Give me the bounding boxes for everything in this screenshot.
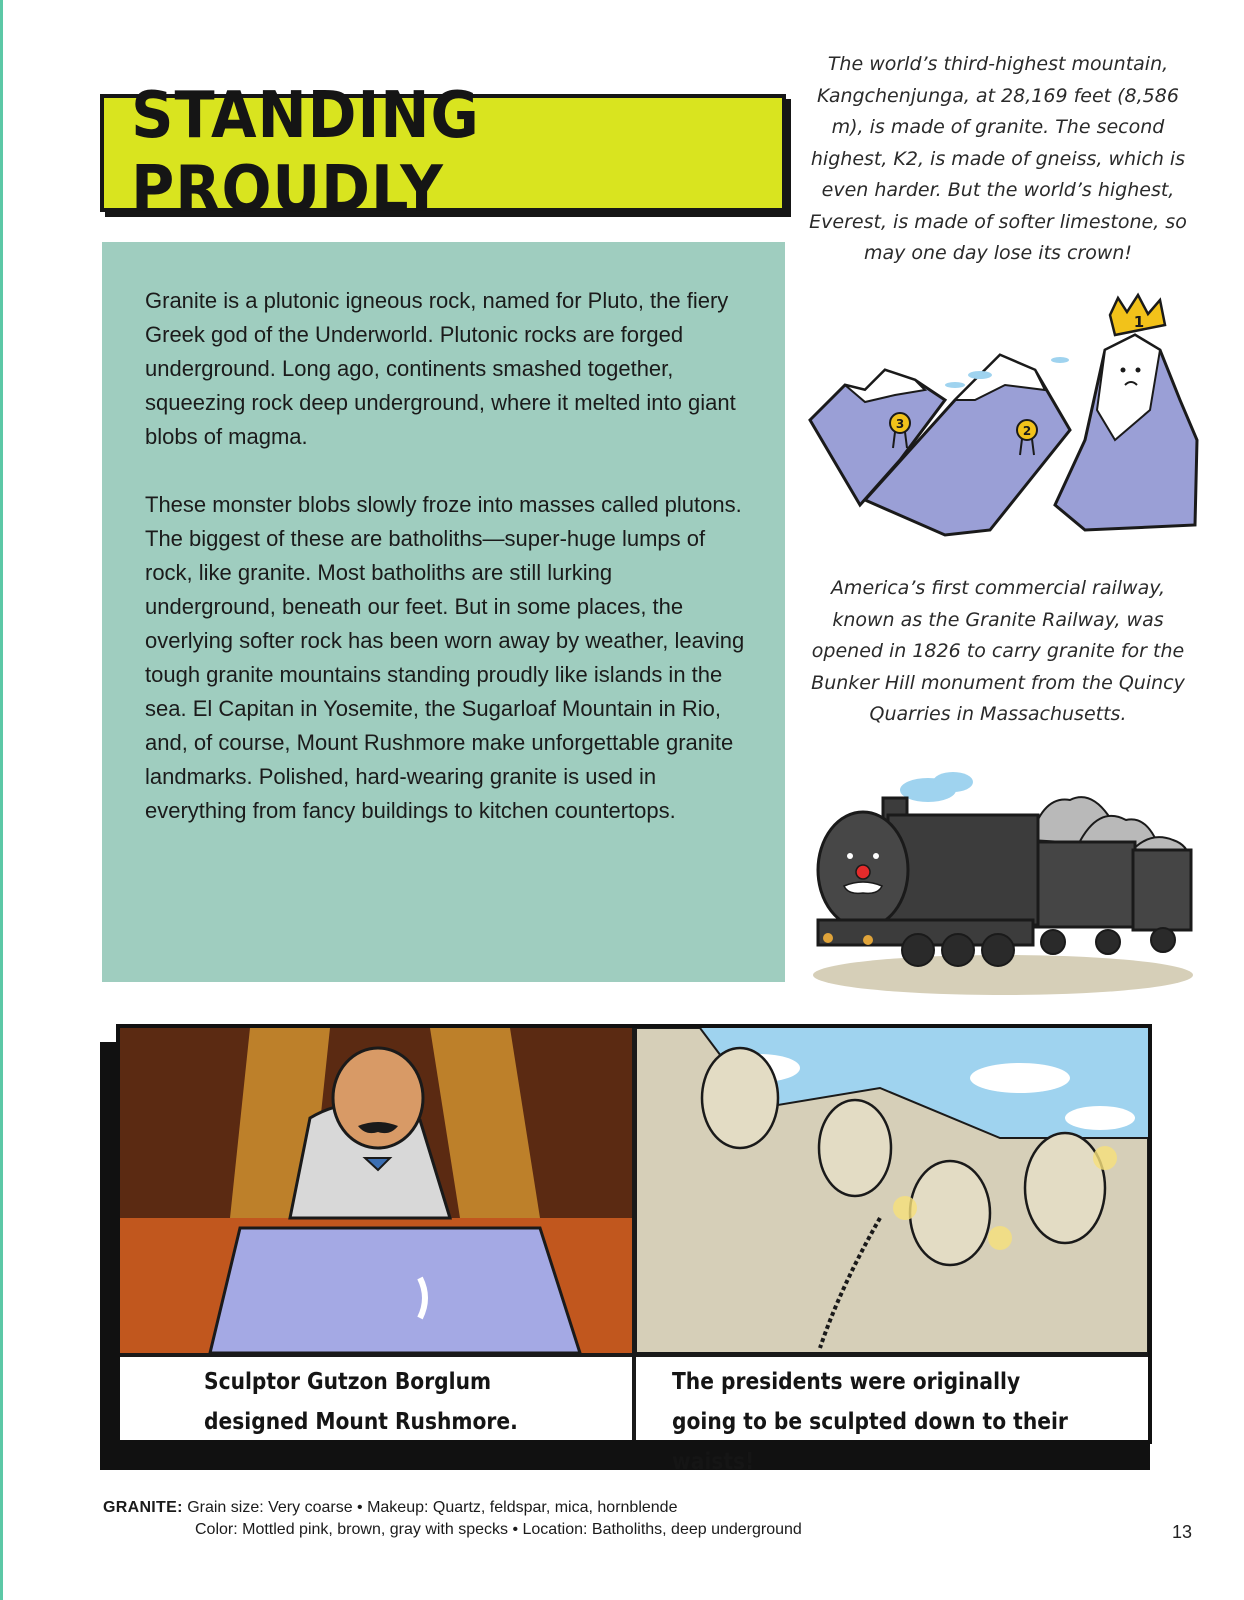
body-paragraph-2: These monster blobs slowly froze into masses called plutons. The biggest of these are batholiths—super-huge lumps of rock, like granite. Most batholiths are still lurking underground, beneath our feet. But in some places, the overlying softer rock has been worn away by weather, leaving tough granite mountains standing proudly like islands in the sea. El Capitan in Yosemite, the Sugarloaf Mountain in Rio, and, of course, Mount Rushmore make unforgettable granite landmarks. Polished, hard-wearing granite is used in everything from fancy buildings to kitchen countertops. bbox=[145, 492, 745, 823]
freight-cars bbox=[1023, 842, 1191, 930]
facts-label: GRANITE: bbox=[103, 1499, 183, 1516]
medal-3-number: 3 bbox=[895, 417, 905, 431]
steam-cloud bbox=[900, 772, 973, 802]
jefferson-face bbox=[819, 1100, 891, 1196]
roosevelt-face bbox=[910, 1161, 990, 1265]
facts-line-1: Grain size: Very coarse • Makeup: Quartz, feldspar, mica, hornblende bbox=[187, 1499, 678, 1516]
page-number: 13 bbox=[1172, 1522, 1193, 1542]
washington-face bbox=[702, 1048, 778, 1148]
crown-number: 1 bbox=[1133, 313, 1145, 331]
mountain-1st bbox=[1055, 335, 1197, 530]
crown-icon bbox=[1110, 295, 1165, 335]
page-title: STANDING PROUDLY bbox=[131, 79, 480, 227]
facts-line-2: Color: Mottled pink, brown, gray with specks • Location: Batholiths, deep underground bbox=[195, 1521, 802, 1538]
presidents-caption: The presidents were originally going to be sculpted down to their waists! bbox=[672, 1369, 1068, 1475]
title-banner bbox=[100, 79, 786, 227]
granite-facts bbox=[103, 1497, 802, 1541]
sculptor-caption: Sculptor Gutzon Borglum designed Mount Rushmore. bbox=[204, 1369, 518, 1435]
page-edge-stripe bbox=[0, 0, 3, 1600]
sculptor-panel bbox=[120, 1028, 634, 1353]
mountain-note: The world’s third-highest mountain, Kangchenjunga, at 28,169 feet (8,586 m), is made of granite. The second highest, K2, is made of gneiss, which is even harder. But the world’s highest, Everest, is made of softer limestone, so may one day lose its crown! bbox=[809, 53, 1187, 264]
train-illustration bbox=[808, 760, 1193, 1000]
blueprint bbox=[210, 1228, 580, 1353]
body-paragraph-1: Granite is a plutonic igneous rock, named for Pluto, the fiery Greek god of the Underworld. Plutonic rocks are forged underground. Long ago, continents smashed together, squeezing rock deep underground, where it melted into giant blobs of magma. bbox=[145, 288, 736, 449]
medal-2-number: 2 bbox=[1022, 424, 1032, 438]
railway-note: America’s first commercial railway, known as the Granite Railway, was opened in 1826 to carry granite for the Bunker Hill monument from the Quincy Quarries in Massachusetts. bbox=[811, 577, 1185, 725]
sculptor-head bbox=[333, 1048, 423, 1148]
mountains-illustration bbox=[805, 290, 1200, 550]
locomotive bbox=[818, 798, 1038, 945]
red-nose bbox=[856, 865, 870, 879]
comic-strip bbox=[116, 1024, 1152, 1475]
lincoln-face bbox=[1025, 1133, 1105, 1243]
rushmore-panel bbox=[636, 1028, 1148, 1353]
